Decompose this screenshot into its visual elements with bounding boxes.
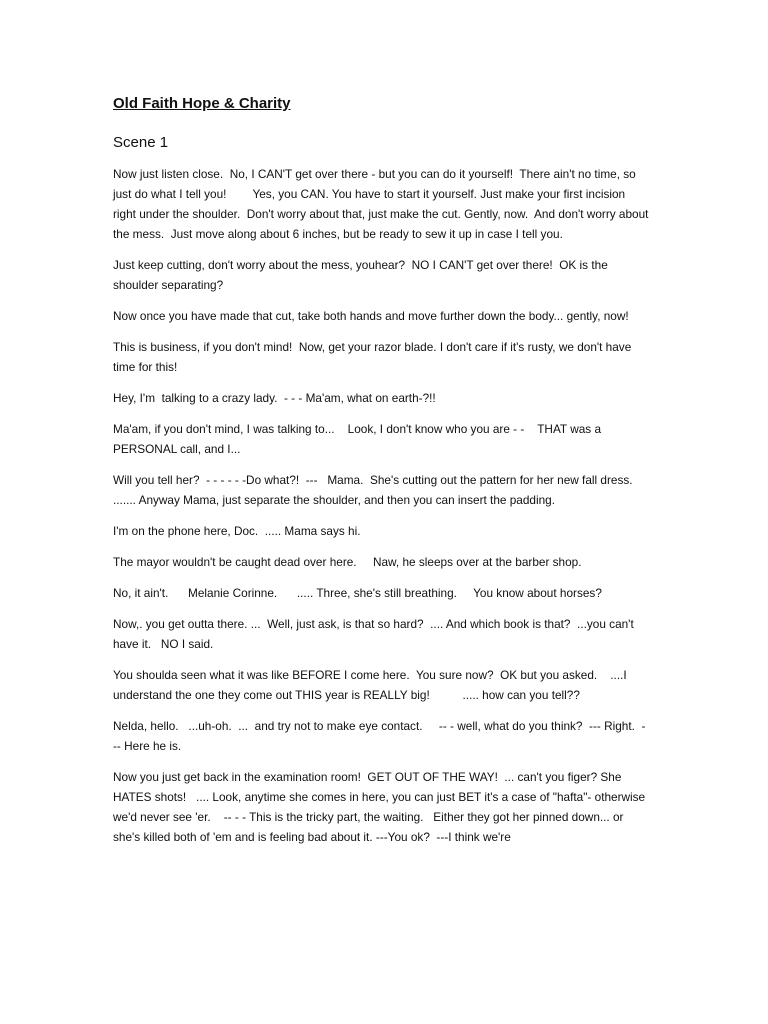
paragraph: Just keep cutting, don't worry about the mess, youhear? NO I CAN'T get over there! OK is the shoulder separating? — [113, 258, 612, 292]
paragraph: Now,. you get outta there. ... Well, just ask, is that so hard? .... And which book is that? ...you can't have it. NO I said. — [113, 617, 637, 651]
paragraph: This is business, if you don't mind! Now, get your razor blade. I don't care if it's rusty, we don't have time for this! — [113, 340, 635, 374]
paragraph: Now you just get back in the examination room! GET OUT OF THE WAY! ... can't you figer? She HATES shots! .... Look, anytime she comes in here, you can just BET it's a case of "hafta"- otherwise we'd never see 'er. -- - - This is the tricky part, the waiting. Either they got her pinned down... or she's killed both of 'em and is feeling bad about it. ---You ok? ---I think we're — [113, 770, 649, 844]
paragraph: No, it ain't. Melanie Corinne. ..... Three, she's still breathing. You know about horses? — [113, 586, 602, 600]
paragraph: Now once you have made that cut, take both hands and move further down the body... gently, now! — [113, 309, 629, 323]
paragraph: Ma'am, if you don't mind, I was talking to... Look, I don't know who you are - - THAT was a PERSONAL call, and I... — [113, 422, 605, 456]
paragraph: You shoulda seen what it was like BEFORE I come here. You sure now? OK but you asked. ....I understand the one they come out THIS year is REALLY big! ..... how can you tell?? — [113, 668, 630, 702]
paragraph: The mayor wouldn't be caught dead over here. Naw, he sleeps over at the barber shop. — [113, 555, 582, 569]
paragraph: Now just listen close. No, I CAN'T get over there - but you can do it yourself! There ain't no time, so just do what I tell you! Yes, you CAN. You have to start it yourself. Just make your first incision right under the shoulder. Don't worry about that, just make the cut. Gently, now. And don't worry about the mess. Just move along about 6 inches, but be ready to sew it up in case I tell you. — [113, 167, 652, 241]
scene-heading: Scene 1 — [113, 134, 169, 151]
paragraph: Hey, I'm talking to a crazy lady. - - - Ma'am, what on earth-?!! — [113, 391, 436, 405]
document-page — [113, 94, 652, 858]
paragraph: Will you tell her? - - - - - -Do what?! --- Mama. She's cutting out the pattern for her new fall dress. ....... Anyway Mama, just separate the shoulder, and then you can insert the padding. — [113, 473, 643, 507]
paragraph: Nelda, hello. ...uh-oh. ... and try not to make eye contact. -- - well, what do you think? --- Right. --- Here he is. — [113, 719, 646, 753]
paragraph: I'm on the phone here, Doc. ..... Mama says hi. — [113, 524, 361, 538]
document-title: Old Faith Hope & Charity — [113, 95, 291, 112]
